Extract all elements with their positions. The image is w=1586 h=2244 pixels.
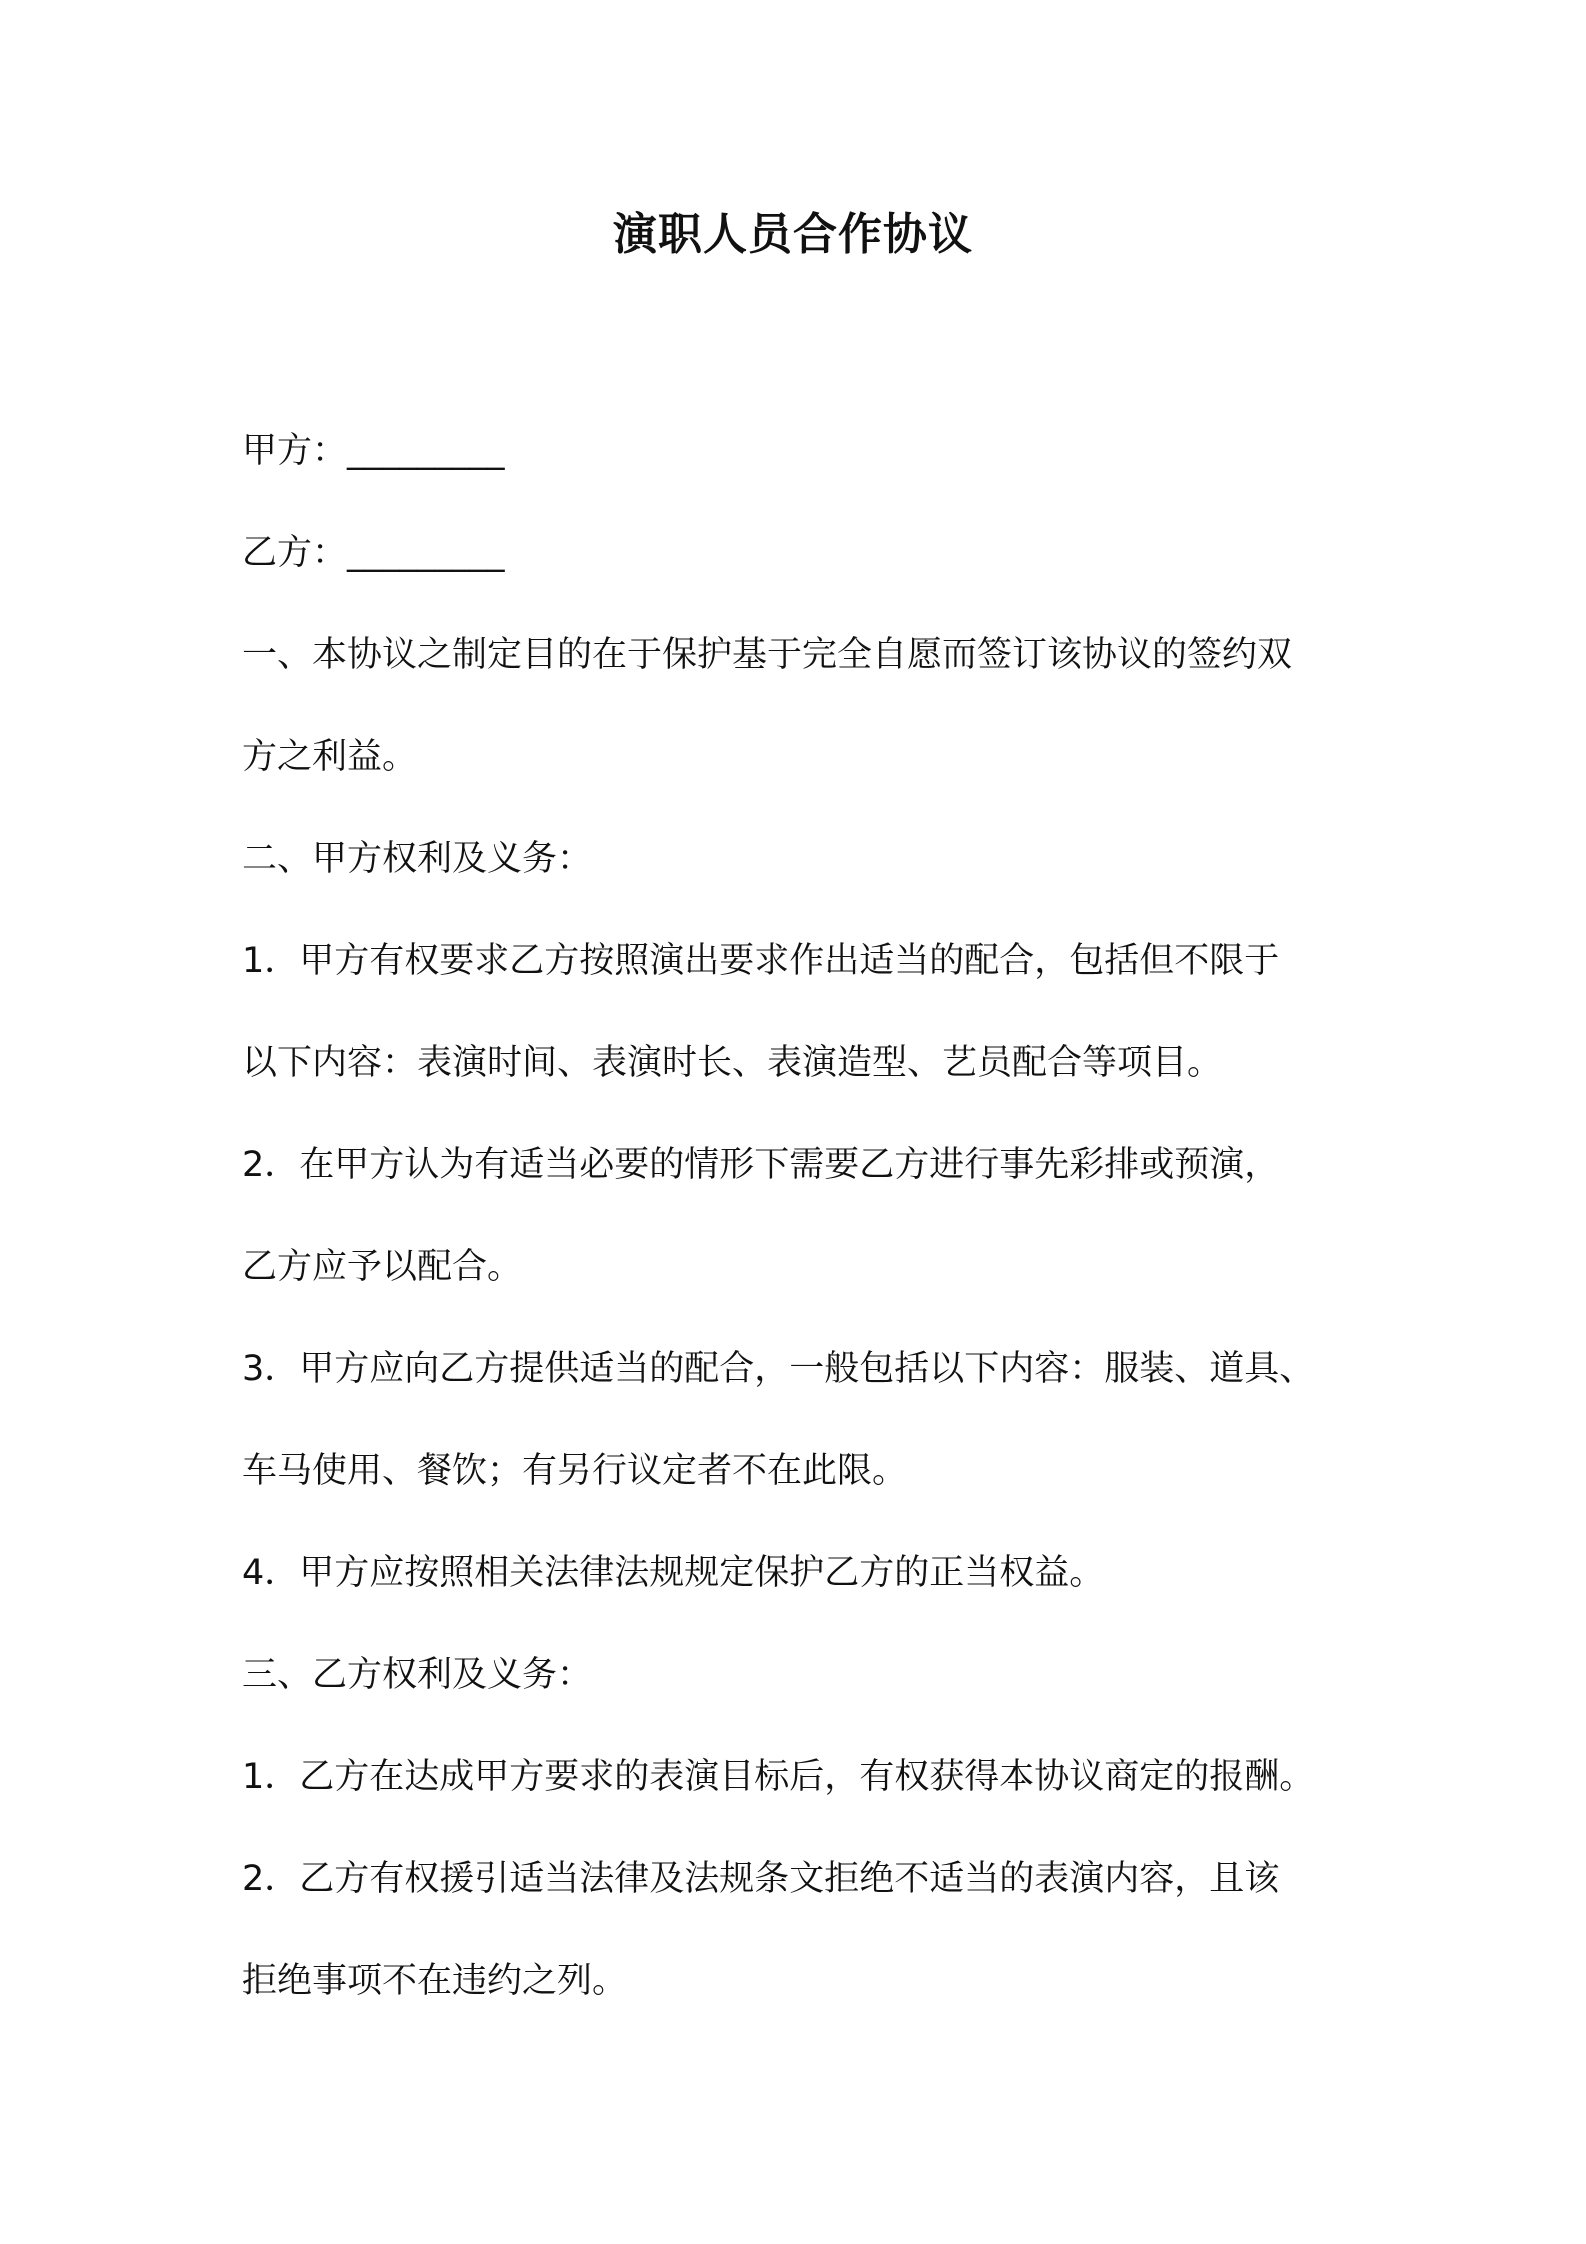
section-3-item-1: 1．乙方在达成甲方要求的表演目标后，有权获得本协议商定的报酬。	[242, 1757, 1315, 1797]
section-2-item-3-line-2: 车马使用、餐饮；有另行议定者不在此限。	[242, 1451, 908, 1491]
document-body	[242, 416, 1402, 2048]
section-1-line-2: 方之利益。	[242, 737, 418, 777]
section-2-item-3-line-1: 3．甲方应向乙方提供适当的配合，一般包括以下内容：服装、道具、	[242, 1349, 1315, 1389]
section-2-item-1-line-2: 以下内容：表演时间、表演时长、表演造型、艺员配合等项目。	[242, 1043, 1223, 1083]
section-1-line-1: 一、本协议之制定目的在于保护基于完全自愿而签订该协议的签约双	[242, 635, 1293, 675]
section-3-heading: 三、乙方权利及义务：	[242, 1655, 593, 1695]
section-2-item-4: 4．甲方应按照相关法律法规规定保护乙方的正当权益。	[242, 1553, 1105, 1593]
section-2-item-2-line-2: 乙方应予以配合。	[242, 1247, 523, 1287]
party-b-line: 乙方：_________	[242, 533, 505, 573]
document-title: 演职人员合作协议	[613, 209, 973, 260]
section-2-heading: 二、甲方权利及义务：	[242, 839, 593, 879]
section-3-item-2-line-2: 拒绝事项不在违约之列。	[242, 1961, 628, 2001]
section-3-item-2-line-1: 2．乙方有权援引适当法律及法规条文拒绝不适当的表演内容，且该	[242, 1859, 1280, 1899]
section-2-item-1-line-1: 1．甲方有权要求乙方按照演出要求作出适当的配合，包括但不限于	[242, 941, 1280, 981]
section-2-item-2-line-1: 2．在甲方认为有适当必要的情形下需要乙方进行事先彩排或预演，	[242, 1145, 1280, 1185]
party-a-line: 甲方：_________	[242, 431, 505, 471]
